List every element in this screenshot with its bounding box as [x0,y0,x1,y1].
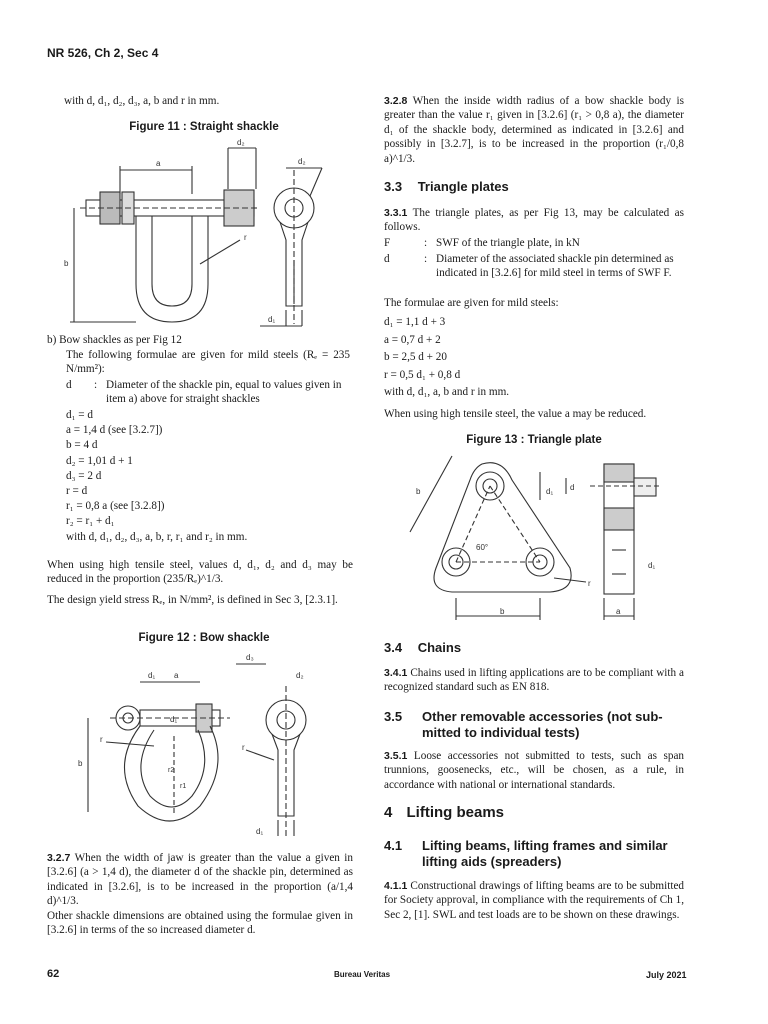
section-3-4-1-text: Chains used in lifting applications are to be compliant with a recognized standard such as EN 818. [384,667,685,694]
bow-formula: r = d [66,485,88,498]
fig11-label-d1: d₁ [268,315,276,324]
footer-date: July 2021 [646,970,687,980]
def-F-sep: : [424,237,428,249]
bow-def-d-sep: : [94,379,98,391]
def-F-symbol: F [384,237,391,249]
def-d-sep: : [424,253,428,265]
figure-12-caption: Figure 12 : Bow shackle [138,632,270,644]
fig13-label-b1: b [416,487,421,496]
triangle-formula: d₁ = 1,1 d + 3 [384,316,446,328]
heading-4-1-title-line2: lifting aids (spreaders) [422,854,562,869]
heading-4-1 [384,838,668,870]
heading-3-5-number: 3.5 [384,709,403,724]
bow-def-d-text: Diameter of the shackle pin, equal to values given in item a) above for straight shackles [106,379,342,406]
section-3-3-1 [384,206,684,235]
fig11-label-b: b [64,259,69,268]
left-other-dimensions-paragraph: Other shackle dimensions are obtained using the formulae given in [3.2.6] in terms of the so increased diameter d. [47,910,353,937]
fig12-label-b: b [78,759,83,768]
figure-13-triangle-plate [390,450,690,630]
fig13-label-d1a: d₁ [546,487,554,496]
heading-3-4 [384,640,461,655]
fig12-label-r1: r1 [180,783,187,790]
triangle-formula-list [384,314,684,402]
triangle-formula: with d, d₁, a, b and r in mm. [384,386,510,398]
bow-formula-list [66,408,350,545]
bow-formula: with d, d₁, d₂, d₃, a, b, r, r₁ and r₂ in mm. [66,530,248,543]
fig13-label-d: d [570,483,575,492]
page-number: 62 [47,968,60,980]
heading-3-3-title: Triangle plates [417,179,509,194]
fig12-label-r: r [100,735,103,744]
figure-11-caption: Figure 11 : Straight shackle [129,121,279,133]
fig12-label-d1c: d₁ [256,827,264,836]
fig13-label-a: a [616,607,621,616]
section-4-1-1 [384,879,684,922]
heading-3-5 [384,709,663,741]
left-intro: with d, d₁, d₂, d₃, a, b and r in mm. [64,95,220,107]
fig11-label-a: a [156,159,161,168]
figure-11-straight-shackle [60,134,360,330]
heading-4-1-title-line1: Lifting beams, lifting frames and similar [422,838,668,853]
bow-formula: d₂ = 1,01 d + 1 [66,454,133,467]
def-F [384,236,684,250]
heading-4 [384,804,504,821]
section-3-2-7-number: 3.2.7 [47,852,71,864]
fig11-label-d2a: d₂ [237,138,245,147]
section-3-2-8 [384,94,684,166]
triangle-formula: a = 0,7 d + 2 [384,333,441,346]
section-3-5-1-text: Loose accessories not submitted to tests, such as span trunnions, goosenecks, etc., will be chosen, as a rule, in accordance with national or international standards. [384,750,684,791]
def-d [384,252,684,281]
bow-formula: a = 1,4 d (see [3.2.7]) [66,424,163,437]
fig13-label-r: r [588,579,591,588]
bow-formula: d₁ = d [66,409,93,421]
right-high-tensile-paragraph: When using high tensile steel, the value a may be reduced. [384,408,647,420]
fig11-label-d2b: d₂ [298,157,306,166]
heading-4-number: 4 [384,804,393,821]
section-3-3-1-number: 3.3.1 [384,207,408,219]
def-d-symbol: d [384,253,390,265]
section-3-2-7 [47,851,353,909]
fig12-label-rb: r [242,743,245,752]
section-3-2-8-text: When the inside width radius of a bow shackle body is greater than the value r₁ given in [3.2.6] (r₁ > 0,8 a), the diameter d₁ of the shackle body, determined as indicated in [3.2.6] and possibly in [3.2.7], is to be increased in the proportion (r₁/0,8 a)^1/3. [384,95,684,165]
bow-def-d [66,378,350,407]
section-3-2-8-number: 3.2.8 [384,95,408,107]
heading-3-5-title-line1: Other removable accessories (not sub- [422,709,663,724]
heading-3-4-title: Chains [417,640,462,655]
heading-3-3 [384,179,509,194]
fig12-label-r2: r2 [168,767,175,774]
bow-formula: r₁ = 0,8 a (see [3.2.8]) [66,500,165,513]
running-header: NR 526, Ch 2, Sec 4 [47,46,159,60]
section-3-3-1-text: The triangle plates, as per Fig 13, may be calculated as follows. [384,207,684,234]
fig13-label-d1b: d₁ [648,561,656,570]
section-3-2-7-text: When the width of jaw is greater than the value a given in [3.2.6] (a > 1,4 d), the diameter d of the shackle pin, determined as indicated in [3.2.6], is to be increased in the proportion (a/1,4 d)^1/3. [47,852,353,908]
section-4-1-1-text: Constructional drawings of lifting beams are to be submitted for Society approval, in compliance with the requirements of Ch 1, Sec 2, [1]. SWL and test loads are to be shown on these drawings. [384,880,685,921]
bow-def-d-symbol: d [66,379,72,391]
section-4-1-1-number: 4.1.1 [384,880,408,892]
fig12-label-d1a: d₁ [148,671,156,680]
fig13-label-angle: 60° [476,543,489,552]
left-high-tensile-paragraph: When using high tensile steel, values d, d₁, d₂ and d₃ may be reduced in the proportion (235/Rₑ)^1/3. [47,559,353,586]
bow-shackle-intro: b) Bow shackles as per Fig 12 [47,334,182,346]
mild-steel-intro: The formulae are given for mild steels: [384,297,559,309]
def-d-text: Diameter of the associated shackle pin determined as indicated in [3.2.6] for mild steel in terms of SWF F. [436,253,674,280]
footer-publisher: Bureau Veritas [334,970,391,979]
heading-4-title: Lifting beams [406,804,505,821]
figure-12-bow-shackle [70,646,360,842]
section-3-4-1-number: 3.4.1 [384,667,408,679]
left-yield-paragraph: The design yield stress Rₑ, in N/mm², is defined in Sec 3, [2.3.1]. [47,594,338,606]
figure-13-caption: Figure 13 : Triangle plate [466,434,602,446]
heading-4-1-number: 4.1 [384,838,403,853]
triangle-formula: b = 2,5 d + 20 [384,351,447,363]
bow-formula: d₃ = 2 d [66,469,102,482]
def-F-text: SWF of the triangle plate, in kN [436,237,580,249]
heading-3-5-title-line2: mitted to individual tests) [422,725,580,740]
fig12-label-a: a [174,671,179,680]
fig12-label-d1b: d₁ [170,715,178,724]
bow-formula-intro: The following formulae are given for mild steels (Rₑ = 235 N/mm²): [66,349,350,376]
fig11-label-r: r [244,233,247,242]
bow-formula: r₂ = r₁ + d₁ [66,515,115,528]
heading-3-3-number: 3.3 [384,179,403,194]
heading-3-4-number: 3.4 [384,640,403,655]
section-3-5-1-number: 3.5.1 [384,750,408,762]
fig13-label-b2: b [500,607,505,616]
section-3-4-1 [384,666,684,695]
bow-formula: b = 4 d [66,439,98,452]
fig12-label-d2: d₂ [296,671,304,680]
section-3-5-1 [384,749,684,792]
triangle-formula: r = 0,5 d₁ + 0,8 d [384,368,461,381]
fig12-label-d3: d₃ [246,653,254,662]
